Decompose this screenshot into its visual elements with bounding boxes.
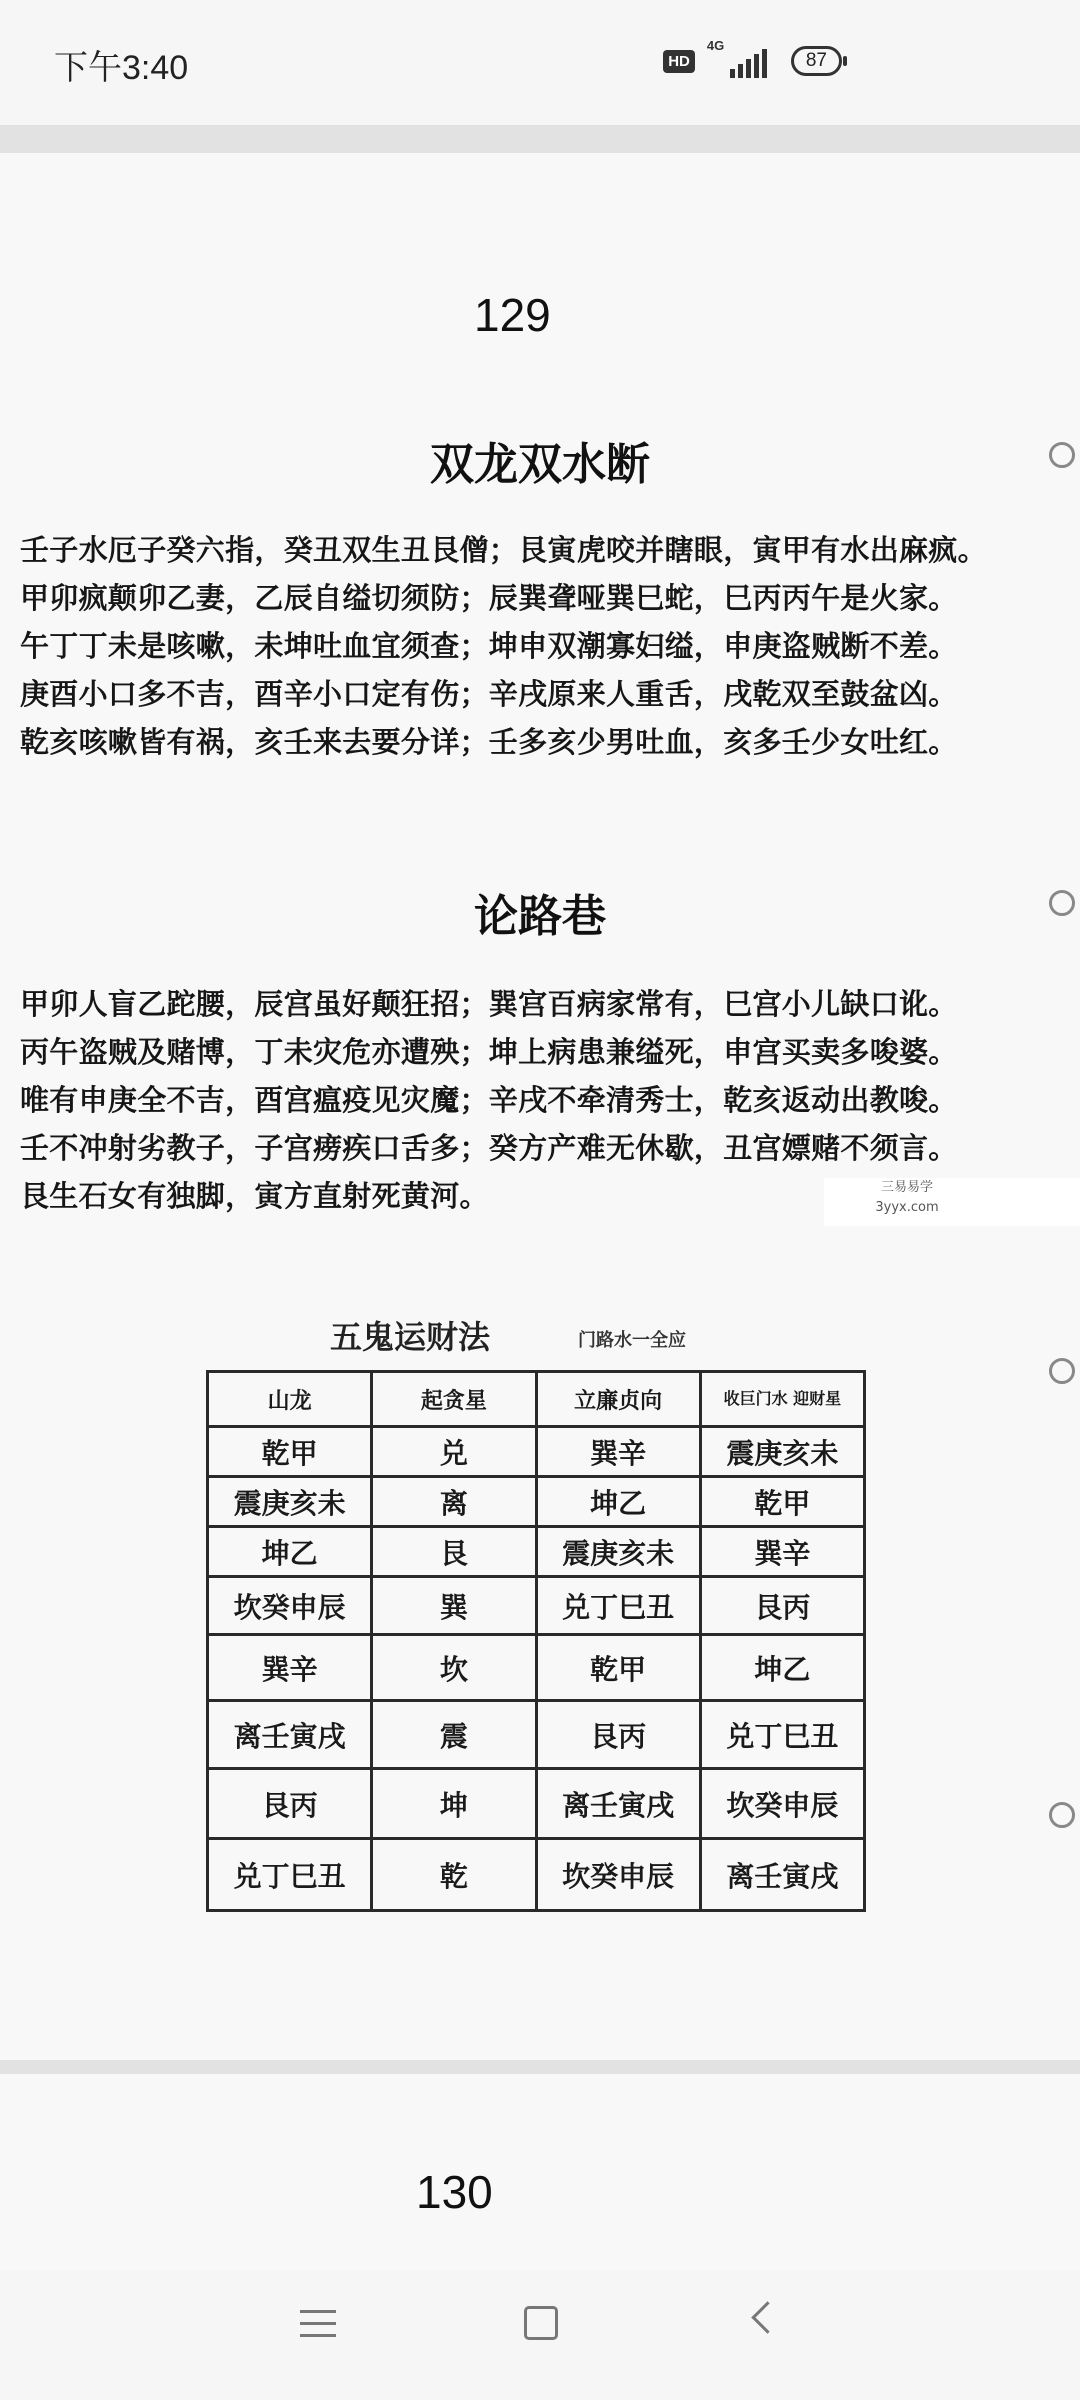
text-line: 午丁丁未是咳嗽，未坤吐血宜须查；坤申双潮寡妇缢，申庚盗贼断不差。 <box>20 629 958 663</box>
table-cell: 乾 <box>372 1839 536 1911</box>
battery-level: 87 <box>805 50 827 71</box>
table-subtitle: 门路水一全应 <box>578 1330 686 1351</box>
table-cell: 坤乙 <box>208 1527 372 1577</box>
table-header-cell: 收巨门水 迎财星 <box>700 1372 864 1427</box>
table-cell: 坎 <box>372 1635 536 1701</box>
table-cell: 乾甲 <box>700 1477 864 1527</box>
binding-ring-icon <box>1049 1358 1075 1384</box>
table-cell: 巽辛 <box>208 1635 372 1701</box>
table-cell: 坤乙 <box>700 1635 864 1701</box>
table-cell: 震庚亥未 <box>700 1427 864 1477</box>
text-line: 甲卯疯颠卯乙妻，乙辰自缢切须防；辰巽聋哑巽巳蛇，巳丙丙午是火家。 <box>20 581 958 615</box>
text-line: 壬不冲射劣教子，子宫痨疾口舌多；癸方产难无休歇，丑宫嫖赌不须言。 <box>20 1131 958 1165</box>
table-cell: 兑丁巳丑 <box>536 1577 700 1635</box>
table-cell: 艮丙 <box>700 1577 864 1635</box>
section-title-lulu: 论路巷 <box>474 891 606 942</box>
table-cell: 坎癸申辰 <box>536 1839 700 1911</box>
watermark-line: 3yyx.com <box>875 1200 939 1215</box>
section-title-shuanglong: 双龙双水断 <box>430 439 650 490</box>
table-row <box>208 1839 865 1911</box>
text-line: 庚酉小口多不吉，酉辛小口定有伤；辛戌原来人重舌，戌乾双至鼓盆凶。 <box>20 677 958 711</box>
table-cell: 离壬寅戌 <box>700 1839 864 1911</box>
text-line: 甲卯人盲乙跎腰，辰宫虽好颠狂招；巽宫百病家常有，巳宫小儿缺口讹。 <box>20 987 958 1021</box>
table-cell: 震 <box>372 1701 536 1769</box>
table-cell: 兑丁巳丑 <box>208 1839 372 1911</box>
status-bar <box>0 0 1080 125</box>
document-page[interactable] <box>0 2074 1080 2270</box>
table-cell: 巽 <box>372 1577 536 1635</box>
table-cell: 震庚亥未 <box>208 1477 372 1527</box>
table-cell: 震庚亥未 <box>536 1527 700 1577</box>
table-header-cell: 立廉贞向 <box>536 1372 700 1427</box>
status-time: 下午3:40 <box>54 49 189 87</box>
text-line: 乾亥咳嗽皆有祸，亥壬来去要分详；壬多亥少男吐血，亥多壬少女吐红。 <box>20 725 958 759</box>
table-cell: 坤 <box>372 1769 536 1839</box>
table-cell: 兑 <box>372 1427 536 1477</box>
table-cell: 艮丙 <box>208 1769 372 1839</box>
text-line: 丙午盗贼及赌博，丁未灾危亦遭殃；坤上病患兼缢死，申宫买卖多唆婆。 <box>20 1035 958 1069</box>
table-row <box>208 1701 865 1769</box>
home-icon[interactable] <box>524 2306 558 2340</box>
table-cell: 巽辛 <box>536 1427 700 1477</box>
table-cell: 离 <box>372 1477 536 1527</box>
page-separator <box>0 125 1080 153</box>
navigation-bar <box>0 2270 1080 2400</box>
menu-icon[interactable] <box>300 2310 336 2340</box>
table-cell: 离壬寅戌 <box>536 1769 700 1839</box>
table-cell: 乾甲 <box>208 1427 372 1477</box>
table-row <box>208 1635 865 1701</box>
table-cell: 巽辛 <box>700 1527 864 1577</box>
text-line: 艮生石女有独脚，寅方直射死黄河。 <box>20 1179 489 1213</box>
network-type-label: 4G <box>706 38 725 53</box>
page-separator <box>0 2060 1080 2074</box>
signal-icon <box>705 38 767 78</box>
wugui-table <box>206 1370 866 1912</box>
text-line: 壬子水厄子癸六指，癸丑双生丑艮僧；艮寅虎咬并瞎眼，寅甲有水出麻疯。 <box>20 533 987 567</box>
table-header-cell: 山龙 <box>208 1372 372 1427</box>
table-row <box>208 1477 865 1527</box>
back-icon[interactable] <box>751 2301 784 2334</box>
table-cell: 坎癸申辰 <box>700 1769 864 1839</box>
table-cell: 坎癸申辰 <box>208 1577 372 1635</box>
section-body-shuanglong <box>20 526 1065 766</box>
table-cell: 坤乙 <box>536 1477 700 1527</box>
text-line: 唯有申庚全不吉，酉宫瘟疫见灾魔；辛戌不牵清秀士，乾亥返动出教唆。 <box>20 1083 958 1117</box>
table-cell: 兑丁巳丑 <box>700 1701 864 1769</box>
table-cell: 乾甲 <box>536 1635 700 1701</box>
table-header-row <box>208 1372 865 1427</box>
battery-icon <box>791 46 842 76</box>
table-header-cell: 起贪星 <box>372 1372 536 1427</box>
binding-ring-icon <box>1049 1802 1075 1828</box>
table-row <box>208 1527 865 1577</box>
table-cell: 艮 <box>372 1527 536 1577</box>
page-number: 130 <box>416 2166 493 2218</box>
table-cell: 离壬寅戌 <box>208 1701 372 1769</box>
binding-ring-icon <box>1049 890 1075 916</box>
table-row <box>208 1769 865 1839</box>
table-cell: 艮丙 <box>536 1701 700 1769</box>
table-row <box>208 1577 865 1635</box>
watermark <box>824 1178 1080 1226</box>
watermark-line: 三易易学 <box>880 1180 933 1195</box>
hd-icon: HD <box>663 50 695 73</box>
page-number: 129 <box>474 289 551 341</box>
binding-ring-icon <box>1049 442 1075 468</box>
status-icons <box>663 38 842 78</box>
table-title: 五鬼运财法 <box>330 1318 491 1356</box>
table-row <box>208 1427 865 1477</box>
